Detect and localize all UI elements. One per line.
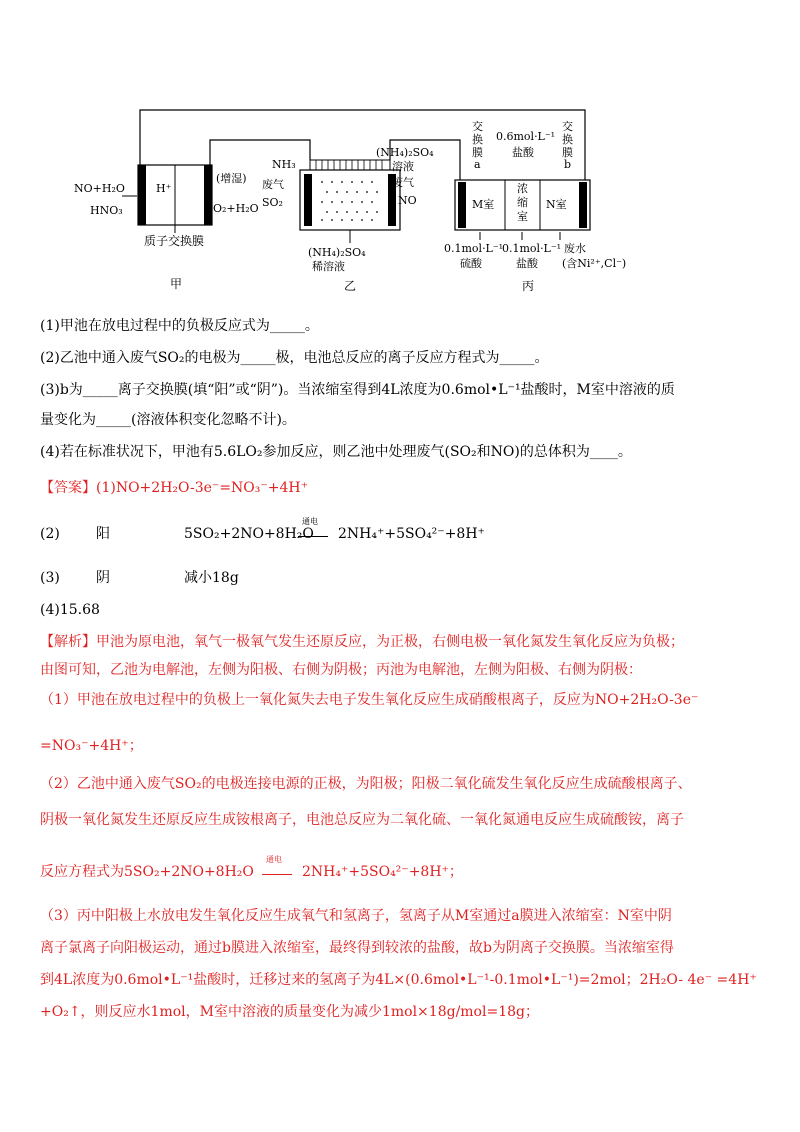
answer-2-eq-right: 2NH₄⁺+5SO₄²⁻+8H⁺ (338, 526, 485, 542)
question-4: (4)若在标准状况下，甲池有5.6LO₂参加反应，则乙池中处理废气(SO₂和NO)的总体积为____。 (40, 444, 632, 460)
answer-3-type: 阴 (96, 570, 110, 586)
bing-bottom-a-1: 0.1mol·L⁻¹ (444, 242, 504, 255)
analysis-p3-l4: +O₂↑，则反应水1mol，M室中溶液的质量变化为减少1mol×18g/mol=18g； (40, 1004, 539, 1020)
question-2: (2)乙池中通入废气SO₂的电极为_____极，电池总反应的离子反应方程式为_____。 (40, 350, 549, 366)
bing-mem-a-1: 交 (472, 120, 483, 133)
analysis-p2-l2: 阴极一氧化氮发生还原反应生成铵根离子，电池总反应为二氧化硫、一氧化氮通电反应生成硫酸铵，离子 (40, 812, 684, 828)
answer-2 (40, 517, 800, 548)
answer-3 (40, 568, 800, 588)
bing-mem-b-letter: b (564, 158, 572, 171)
yi-nh3: NH₃ (272, 158, 296, 171)
yi-so2: SO₂ (262, 196, 283, 209)
electrochemistry-diagram (60, 100, 700, 300)
yi-bottom-2: 稀溶液 (312, 260, 345, 273)
answer-1: (1)NO+2H₂O-3e⁻=NO₃⁻+4H⁺ (96, 480, 309, 496)
caption-yi: 乙 (344, 279, 357, 293)
question-3: (3)b为_____离子交换膜(填“阳”或“阴”)。当浓缩室得到4L浓度为0.6mol•L⁻¹盐酸时，M室中溶液的质 (40, 382, 675, 398)
analysis-p2-l3-a: 反应方程式为5SO₂+2NO+8H₂O (40, 864, 254, 880)
yi-product-top: (NH₄)₂SO₄ (376, 146, 434, 159)
analysis-p0-l2: 由图可知，乙池为电解池，左侧为阳极、右侧为阴极；丙池为电解池，左侧为阳极、右侧为阴极： (40, 662, 642, 678)
analysis-p1-l2: =NO₃⁻+4H⁺； (40, 738, 143, 754)
analysis-p3-l1: （3）丙中阳极上水放电发生氧化反应生成氧气和氢离子，氢离子从M室通过a膜进入浓缩室：N室中阴 (40, 908, 672, 924)
bing-bottom-a-2: 硫酸 (460, 257, 482, 270)
yi-no: NO (398, 194, 417, 207)
jia-left-out: HNO₃ (90, 204, 123, 217)
analysis-p3-l2: 离子氯离子向阳极运动，通过b膜进入浓缩室，最终得到较浓的盐酸，故b为阴离子交换膜。当浓缩室得 (40, 940, 674, 956)
bing-bottom-b-1: 0.1mol·L⁻¹ (502, 242, 562, 255)
yi-waste-gas-right: 废气 (392, 176, 414, 189)
jia-membrane-label: 质子交换膜 (144, 234, 205, 248)
yi-bottom-1: (NH₄)₂SO₄ (308, 246, 366, 259)
answer-line-1 (40, 478, 800, 498)
bing-mem-b-3: 膜 (562, 146, 573, 159)
analysis-p2-arrow (262, 874, 292, 875)
bing-mem-b-1: 交 (562, 120, 573, 133)
caption-jia: 甲 (170, 277, 183, 291)
bing-m-room: M室 (472, 198, 495, 211)
analysis-p3-l3: 到4L浓度为0.6mol•L⁻¹盐酸时，迁移过来的氢离子为4L×(0.6mol•L⁻¹-0.1mol•L⁻¹)=2mol；2H₂O- 4e⁻ =4H⁺ (40, 972, 757, 988)
bing-mem-a-letter: a (474, 158, 481, 171)
bing-waste-water-1: 废水 (564, 242, 586, 255)
bing-acid-top-1: 0.6mol·L⁻¹ (496, 130, 556, 143)
question-3-cont: 量变化为_____(溶液体积变化忽略不计)。 (40, 412, 296, 428)
bing-bottom-b-2: 盐酸 (516, 257, 538, 270)
answer-3-change: 减小18g (184, 570, 239, 586)
analysis-p2-condition: 通电 (266, 855, 282, 864)
bing-mem-b-2: 换 (562, 133, 573, 146)
bing-conc-2: 缩 (517, 196, 528, 209)
analysis-p1-l1: （1）甲池在放电过程中的负极上一氧化氮失去电子发生氧化反应生成硝酸根离子，反应为NO+2H₂O-3e⁻ (40, 692, 699, 708)
bing-mem-a-3: 膜 (472, 146, 483, 159)
jia-left-in: NO+H₂O (74, 182, 125, 195)
answer-tag: 【答案】 (40, 480, 96, 496)
answer-2-pole: 阳 (96, 526, 110, 542)
bing-n-room: N室 (546, 198, 567, 211)
yi-solution: 溶液 (392, 160, 414, 173)
answer-2-arrow (298, 536, 328, 537)
analysis-p0-l1-text: 甲池为原电池，氧气一极氧气发生还原反应，为正极，右侧电极一氧化氮发生氧化反应为负极； (96, 634, 684, 650)
bing-acid-top-2: 盐酸 (512, 146, 534, 159)
answer-2-eq-left: 5SO₂+2NO+8H₂O (184, 526, 314, 542)
analysis-p2-l1: （2）乙池中通入废气SO₂的电极连接电源的正极，为阳极；阳极二氧化硫发生氧化反应生成硫酸根离子、 (40, 776, 692, 792)
jia-right-label: (增湿) (216, 172, 247, 185)
answer-2-num: (2) (40, 526, 60, 542)
yi-waste-gas-left: 废气 (262, 178, 284, 191)
cell-yi (300, 160, 400, 243)
jia-right-in: O₂+H₂O (213, 202, 259, 215)
bing-conc-3: 室 (517, 210, 528, 223)
caption-bing: 丙 (522, 279, 535, 293)
analysis-p0-l1 (40, 632, 800, 652)
analysis-tag: 【解析】 (40, 634, 96, 650)
analysis-p2-l3 (40, 855, 800, 884)
answer-4: (4)15.68 (40, 602, 100, 618)
answer-3-num: (3) (40, 570, 60, 586)
bing-waste-water-2: (含Ni²⁺,Cl⁻) (562, 257, 627, 270)
answer-2-condition: 通电 (302, 517, 318, 526)
bing-conc-1: 浓 (517, 182, 528, 195)
jia-h-plus: H⁺ (156, 182, 172, 195)
bing-mem-a-2: 换 (472, 133, 483, 146)
question-1: (1)甲池在放电过程中的负极反应式为_____。 (40, 318, 319, 334)
analysis-p2-l3-b: 2NH₄⁺+5SO₄²⁻+8H⁺； (302, 864, 463, 880)
cell-jia (138, 165, 212, 225)
